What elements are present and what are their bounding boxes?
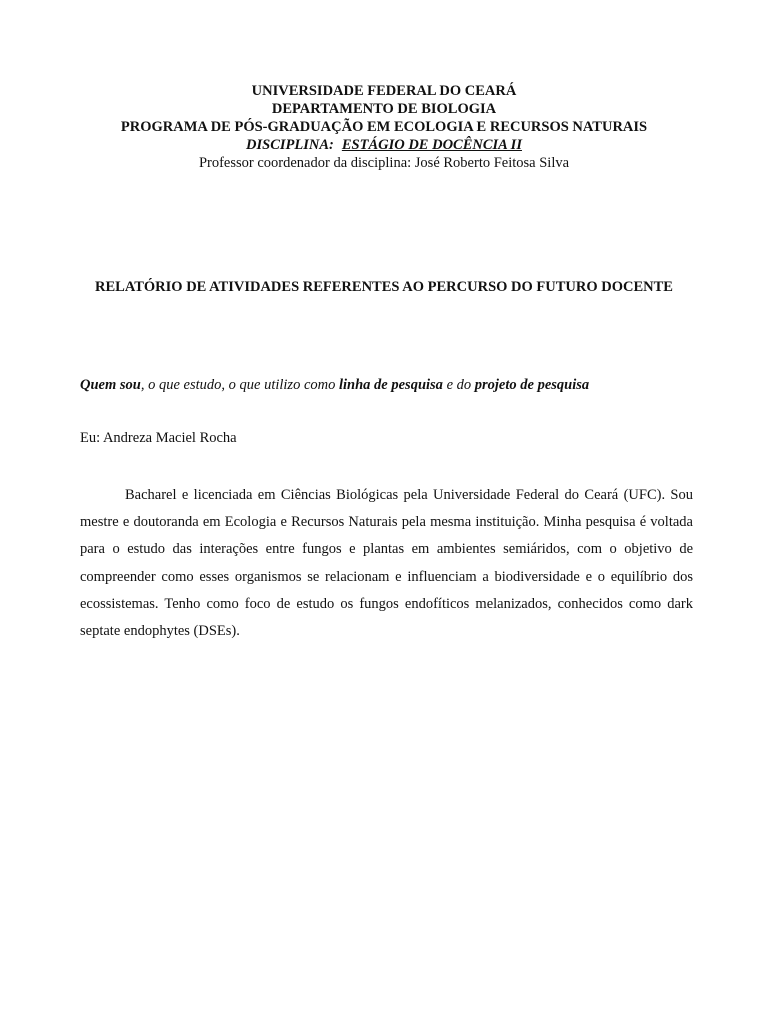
discipline-label: DISCIPLINA: — [246, 137, 334, 153]
program-name: PROGRAMA DE PÓS-GRADUAÇÃO EM ECOLOGIA E RECURSOS NATURAIS — [120, 119, 648, 135]
body-paragraph: Bacharel e licenciada em Ciências Biológicas pela Universidade Federal do Ceará (UFC). Sou mestre e doutoranda em Ecologia e Recursos Naturais pela mesma instituição. Minha pesquisa é voltada para o estudo das interações entre fungos e plantas em ambientes semiáridos, com o objetivo de compreender como esses organismos se relacionam e influenciam a biodiversidade e o equilíbrio dos ecossistemas. Tenho como foco de estudo os fungos endofíticos melanizados, conhecidos como dark septate endophytes (DSEs). — [80, 487, 693, 640]
department-name: DEPARTAMENTO DE BIOLOGIA — [271, 101, 497, 117]
section-subheading — [80, 376, 690, 394]
coordinator-line: Professor coordenador da disciplina: José Roberto Feitosa Silva — [198, 155, 570, 171]
university-name: UNIVERSIDADE FEDERAL DO CEARÁ — [251, 83, 517, 99]
subheading-quem-sou: Quem sou — [80, 377, 141, 393]
report-title: RELATÓRIO DE ATIVIDADES REFERENTES AO PERCURSO DO FUTURO DOCENTE — [95, 279, 673, 295]
author-line: Eu: Andreza Maciel Rocha — [80, 430, 237, 446]
subheading-text-2: e do — [442, 377, 475, 393]
document-header — [0, 82, 768, 172]
subheading-projeto-pesquisa: projeto de pesquisa — [474, 377, 590, 393]
discipline-name: ESTÁGIO DE DOCÊNCIA II — [341, 137, 522, 153]
discipline-line — [0, 136, 768, 154]
subheading-text-1: , o que estudo, o que utilizo como — [140, 377, 339, 393]
subheading-linha-pesquisa: linha de pesquisa — [339, 377, 443, 393]
